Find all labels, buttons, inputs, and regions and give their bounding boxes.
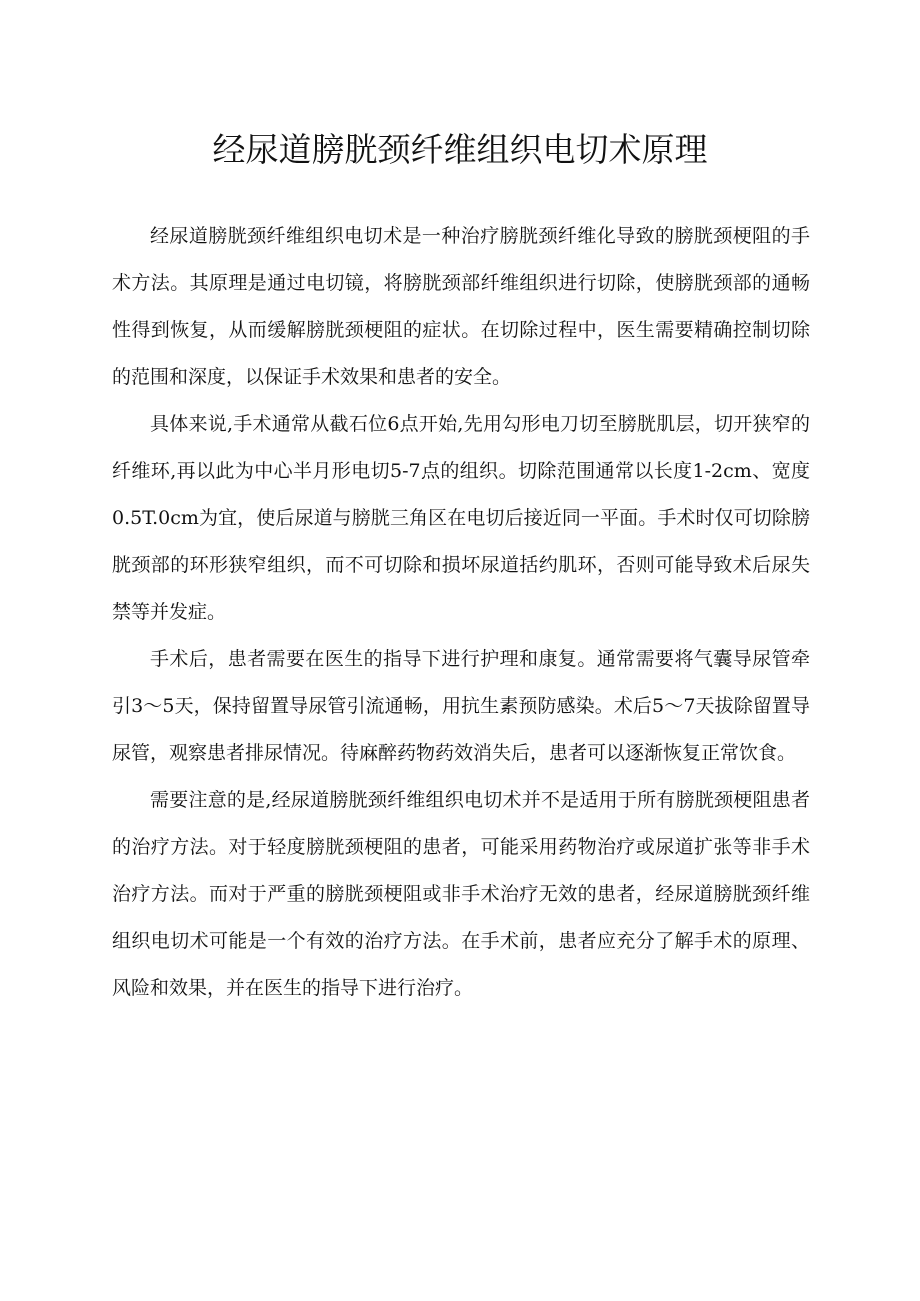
document-body xyxy=(112,213,810,1012)
paragraph-1: 经尿道膀胱颈纤维组织电切术是一种治疗膀胱颈纤维化导致的膀胱颈梗阻的手术方法。其原理是通过电切镜，将膀胱颈部纤维组织进行切除，使膀胱颈部的通畅性得到恢复，从而缓解膀胱颈梗阻的症状。在切除过程中，医生需要精确控制切除的范围和深度，以保证手术效果和患者的安全。 xyxy=(112,225,810,388)
paragraph-2: 具体来说,手术通常从截石位6点开始,先用勾形电刀切至膀胱肌层，切开狭窄的纤维环,再以此为中心半月形电切5-7点的组织。切除范围通常以长度1-2cm、宽度0.5T.0cm为宜，使后尿道与膀胱三角区在电切后接近同一平面。手术时仅可切除膀胱颈部的环形狭窄组织，而不可切除和损坏尿道括约肌环，否则可能导致术后尿失禁等并发症。 xyxy=(112,413,810,623)
document-title: 经尿道膀胱颈纤维组织电切术原理 xyxy=(212,130,708,169)
paragraph-4: 需要注意的是,经尿道膀胱颈纤维组织电切术并不是适用于所有膀胱颈梗阻患者的治疗方法。对于轻度膀胱颈梗阻的患者，可能采用药物治疗或尿道扩张等非手术治疗方法。而对于严重的膀胱颈梗阻或非手术治疗无效的患者，经尿道膀胱颈纤维组织电切术可能是一个有效的治疗方法。在手术前，患者应充分了解手术的原理、风险和效果，并在医生的指导下进行治疗。 xyxy=(112,789,810,999)
paragraph-3: 手术后，患者需要在医生的指导下进行护理和康复。通常需要将气囊导尿管牵引3～5天，保持留置导尿管引流通畅，用抗生素预防感染。术后5～7天拔除留置导尿管，观察患者排尿情况。待麻醉药物药效消失后，患者可以逐渐恢复正常饮食。 xyxy=(112,648,810,764)
